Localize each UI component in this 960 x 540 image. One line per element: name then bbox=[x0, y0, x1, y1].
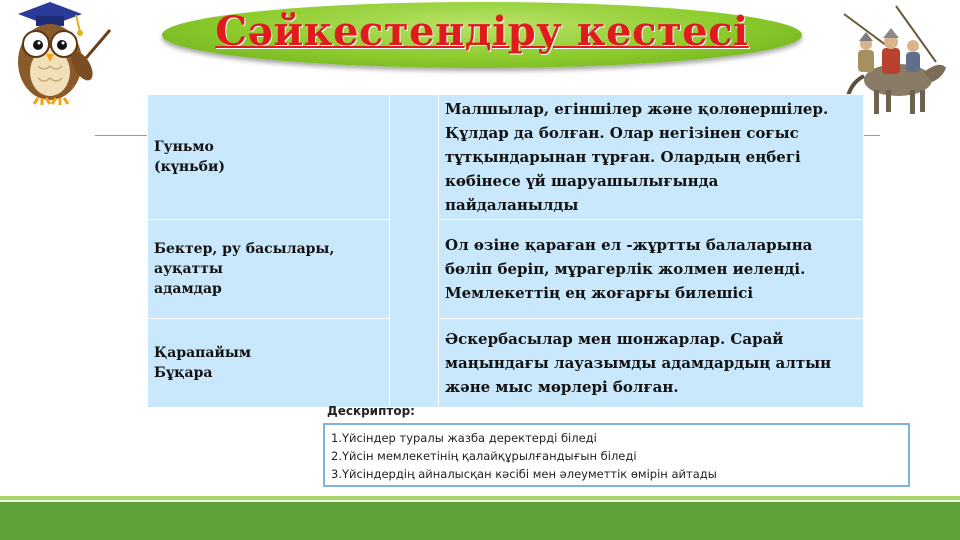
table-cell-middle-empty bbox=[390, 95, 439, 408]
descriptor-item: 3.Үйсіндердің айналысқан кәсібі мен әлеуметтік өмірін айтады bbox=[331, 467, 717, 481]
descriptor-box bbox=[323, 423, 910, 487]
table-row bbox=[148, 319, 864, 408]
table-cell-left bbox=[148, 220, 390, 319]
page-title: Сәйкестендіру кестесі bbox=[215, 8, 749, 55]
footer-bar-dark bbox=[0, 502, 960, 540]
table-cell-left bbox=[148, 319, 390, 408]
cell-line: Бектер, ру басылары, bbox=[154, 241, 335, 257]
table-cell-right: Әскербасылар мен шонжарлар. Сарай маңындағы лауазымды адамдардың алтын және мыс мөрлері болған. bbox=[439, 319, 864, 408]
table-row bbox=[148, 220, 864, 319]
descriptor-label: Дескриптор: bbox=[327, 404, 415, 418]
cell-line: адамдар bbox=[154, 281, 222, 297]
owl-teacher-icon bbox=[4, 0, 116, 110]
descriptor-item: 1.Үйсіндер туралы жазба деректерді біледі bbox=[331, 431, 597, 445]
table-cell-right: Малшылар, егіншілер және қолөнершілер. Құлдар да болған. Олар негізінен соғыс тұтқындарынан тұрған. Олардың еңбегі көбінесе үй шаруашылығында пайдаланылды bbox=[439, 95, 864, 220]
table-cell-right: Ол өзіне қараған ел -жұртты балаларына бөліп беріп, мұрагерлік жолмен иеленді. Мемлекеттің ең жоғарғы билешісі bbox=[439, 220, 864, 319]
table-cell-left bbox=[148, 95, 390, 220]
cell-line: Қарапайым bbox=[154, 345, 252, 361]
cell-line: ауқатты bbox=[154, 261, 223, 277]
descriptor-item: 2.Үйсін мемлекетінің қалайқұрылғандығын біледі bbox=[331, 449, 637, 463]
table-row bbox=[148, 95, 864, 220]
cell-line: Бұқара bbox=[154, 365, 213, 381]
cell-line: (күньби) bbox=[154, 159, 225, 175]
matching-table bbox=[147, 94, 864, 408]
cell-line: Гуньмо bbox=[154, 139, 214, 155]
title-banner bbox=[162, 2, 802, 68]
